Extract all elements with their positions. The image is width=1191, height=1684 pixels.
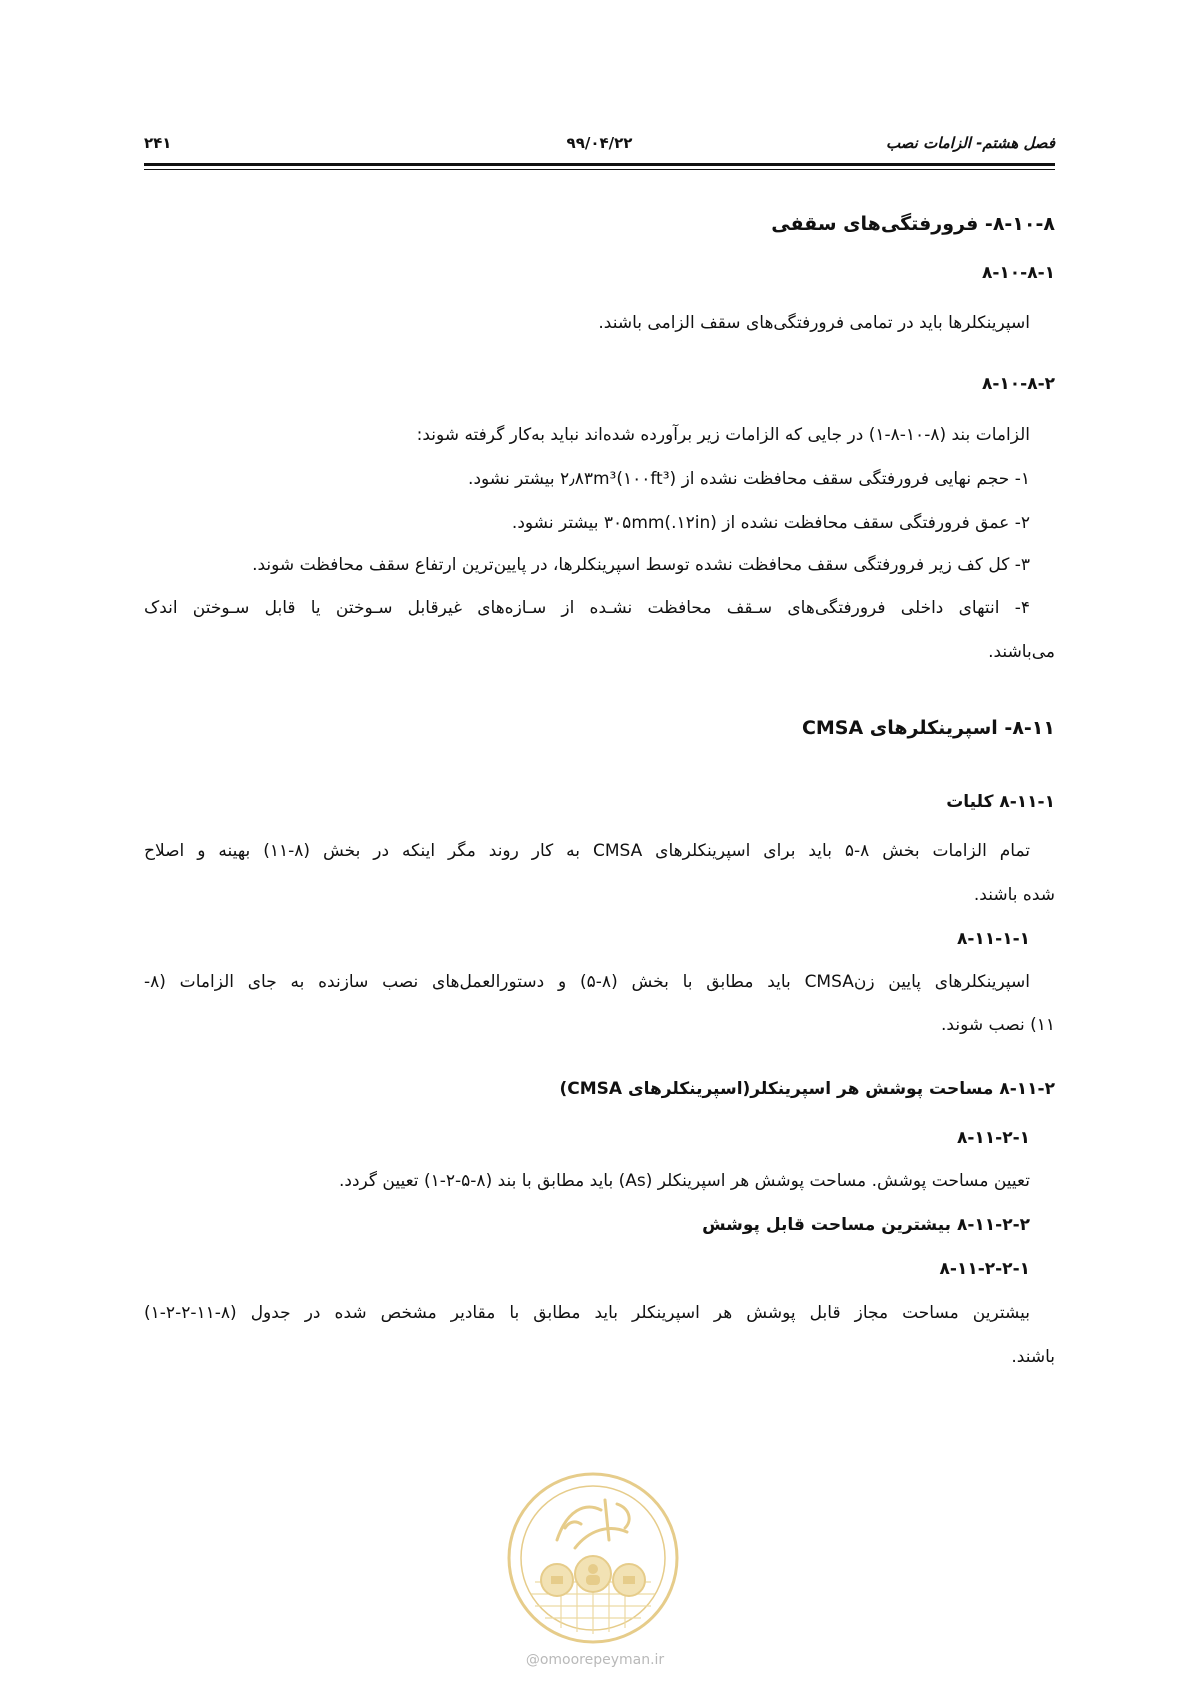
paragraph: اسپرینکلرهای پایین زنCMSA باید مطابق با بخش (۸-۵) و دستورالعمل‌های نصب سازنده به جای الزامات (۸- [144,972,1030,992]
list-item-continuation: می‌باشند. [988,642,1055,662]
paragraph: الزامات بند (۸-۱۰-۸-۱) در جایی که الزامات زیر برآورده شده‌اند نباید به‌کار گرفته شوند: [416,425,1030,445]
paragraph-continuation: ۱۱) نصب شوند. [941,1015,1055,1035]
section-heading-8-11: ۸-۱۱- اسپرینکلرهای CMSA [801,717,1055,739]
clause-number: ۸-۱۱-۲-۲-۱ [939,1259,1030,1279]
list-item: ۳- کل کف زیر فرورفتگی سقف محافظت نشده توسط اسپرینکلرها، در پایین‌ترین ارتفاع سقف محافظت شوند. [252,555,1030,575]
chapter-title: فصل هشتم- الزامات نصب [885,134,1055,152]
clause-number: ۸-۱۱-۲-۱ [956,1128,1030,1148]
list-item: ۲- عمق فرورفتگی سقف محافظت نشده از ۳۰۵mm(.۱۲in) بیشتر نشود. [511,513,1030,533]
page-number: ۲۴۱ [144,134,172,152]
subsection-heading: ۸-۱۱-۱ کلیات [946,792,1055,812]
clause-number: ۸-۱۰-۸-۲ [981,374,1055,394]
clause-number: ۸-۱۰-۸-۱ [981,263,1055,283]
subsection-heading: ۸-۱۱-۲-۲ بیشترین مساحت قابل پوشش [702,1215,1030,1235]
paragraph: اسپرینکلرها باید در تمامی فرورفتگی‌های سقف الزامی باشند. [598,313,1030,333]
paragraph: تمام الزامات بخش ۸-۵ باید برای اسپرینکلرهای CMSA به کار روند مگر اینکه در بخش (۸-۱۱) بهینه و اصلاح [144,841,1030,861]
list-item: ۴- انتهای داخلی فرورفتگی‌های سـقف محافظت نشـده از سـازه‌های غیرقابل سـوختن یا قابل سـوختن اندک [144,598,1030,618]
header-rule-thick [144,163,1055,166]
watermark-website: @omoorepeyman.ir [525,1652,665,1668]
list-item: ۱- حجم نهایی فرورفتگی سقف محافظت نشده از ۲٫۸۳m³(۱۰۰ft³) بیشتر نشود. [468,469,1030,489]
header-date: ۹۹/۰۴/۲۲ [566,134,633,152]
subsection-heading: ۸-۱۱-۲ مساحت پوشش هر اسپرینکلر(اسپرینکلرهای CMSA) [559,1079,1055,1099]
header-rule-thin [144,169,1055,170]
watermark-seal-logo [505,1470,681,1646]
paragraph-continuation: باشند. [1011,1347,1055,1367]
section-heading-8-10-8: ۸-۱۰-۸- فرورفتگی‌های سقفی [771,213,1055,235]
page-header [144,134,1055,158]
paragraph-continuation: شده باشند. [973,885,1055,905]
clause-number: ۸-۱۱-۱-۱ [956,929,1030,949]
paragraph: بیشترین مساحت مجاز قابل پوشش هر اسپرینکلر باید مطابق با مقادیر مشخص شده در جدول (۸-۱۱-۲-۲-۱) [144,1303,1030,1323]
paragraph: تعیین مساحت پوشش. مساحت پوشش هر اسپرینکلر (As) باید مطابق با بند (۸-۵-۲-۱) تعیین گردد. [338,1171,1030,1191]
